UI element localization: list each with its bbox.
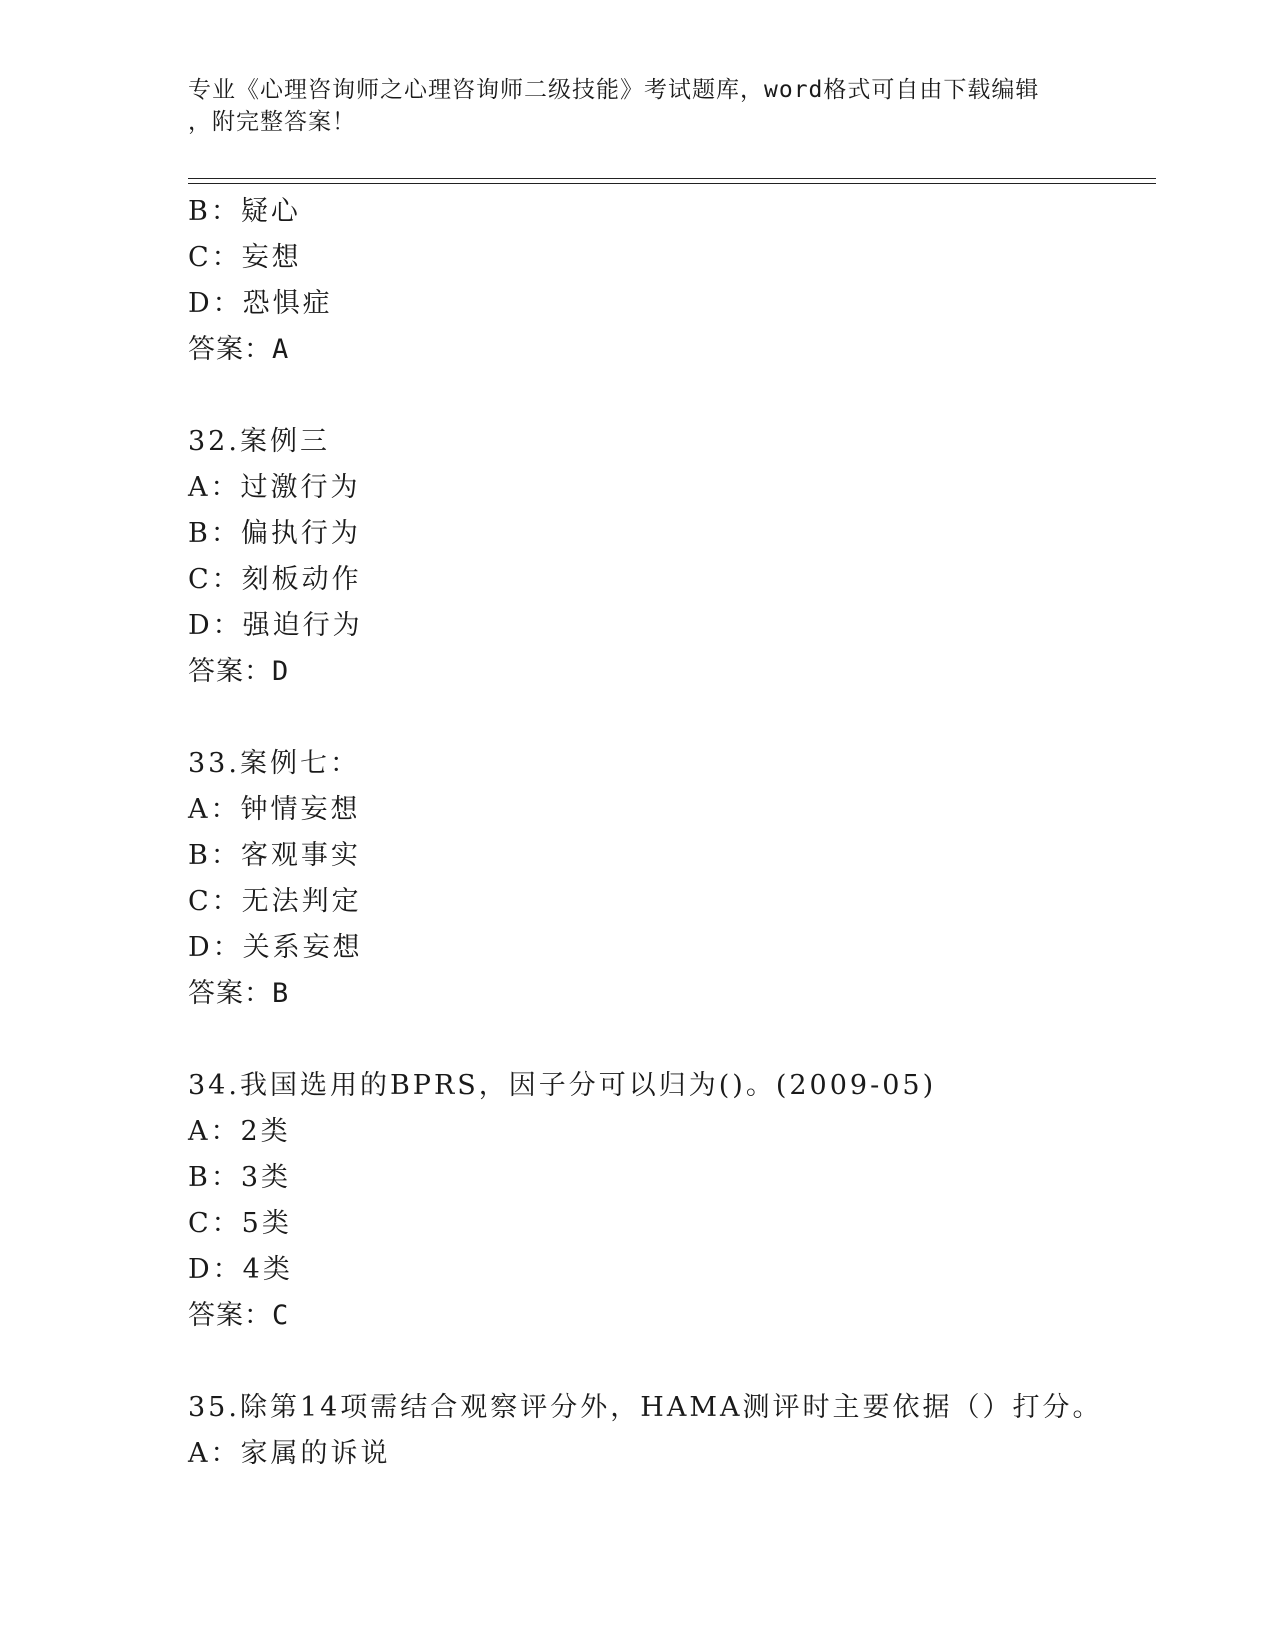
option-d: D：关系妄想	[188, 932, 363, 963]
option-a: A：过激行为	[188, 472, 361, 503]
header-title-line-1: 专业《心理咨询师之心理咨询师二级技能》考试题库，word格式可自由下载编辑	[188, 77, 1040, 103]
option-c: C：无法判定	[188, 886, 362, 917]
option-d: D：4类	[188, 1254, 293, 1285]
question-list	[188, 189, 1148, 1477]
answer-value: C	[272, 1300, 290, 1331]
question-31-fragment	[188, 189, 1148, 373]
answer-value: A	[272, 334, 290, 365]
header-divider-bottom	[188, 183, 1156, 184]
question-stem: 35.除第14项需结合观察评分外，HAMA测评时主要依据（）打分。	[188, 1392, 1103, 1423]
option-b: B：偏执行为	[188, 518, 361, 549]
option-a: A：2类	[188, 1116, 291, 1147]
answer-label: 答案：	[188, 978, 272, 1009]
question-gap	[188, 1017, 1148, 1063]
option-b: B：3类	[188, 1162, 292, 1193]
answer-line	[188, 971, 1148, 1017]
question-gap	[188, 695, 1148, 741]
option-c: C：5类	[188, 1208, 292, 1239]
question-stem: 32.案例三	[188, 426, 330, 457]
option-b: B：客观事实	[188, 840, 361, 871]
answer-label: 答案：	[188, 656, 272, 687]
option-c: C：刻板动作	[188, 564, 362, 595]
question-stem: 34.我国选用的BPRS，因子分可以归为()。(2009-05)	[188, 1070, 937, 1101]
question-33	[188, 741, 1148, 1017]
answer-value: B	[272, 978, 290, 1009]
answer-line	[188, 327, 1148, 373]
answer-line	[188, 1293, 1148, 1339]
header-divider-top	[188, 178, 1156, 179]
answer-value: D	[272, 656, 290, 687]
option-a: A：钟情妄想	[188, 794, 361, 825]
option-c: C：妄想	[188, 242, 302, 273]
answer-label: 答案：	[188, 1300, 272, 1331]
answer-line	[188, 649, 1148, 695]
header-title-line-2: ，附完整答案！	[188, 109, 356, 135]
question-stem: 33.案例七：	[188, 748, 360, 779]
question-gap	[188, 1339, 1148, 1385]
answer-label: 答案：	[188, 334, 272, 365]
option-d: D：强迫行为	[188, 610, 363, 641]
question-gap	[188, 373, 1148, 419]
question-32	[188, 419, 1148, 695]
option-d: D：恐惧症	[188, 288, 333, 319]
document-header	[188, 74, 1088, 138]
question-35	[188, 1385, 1148, 1477]
option-a: A：家属的诉说	[188, 1438, 391, 1469]
option-b: B：疑心	[188, 196, 301, 227]
question-34	[188, 1063, 1148, 1339]
